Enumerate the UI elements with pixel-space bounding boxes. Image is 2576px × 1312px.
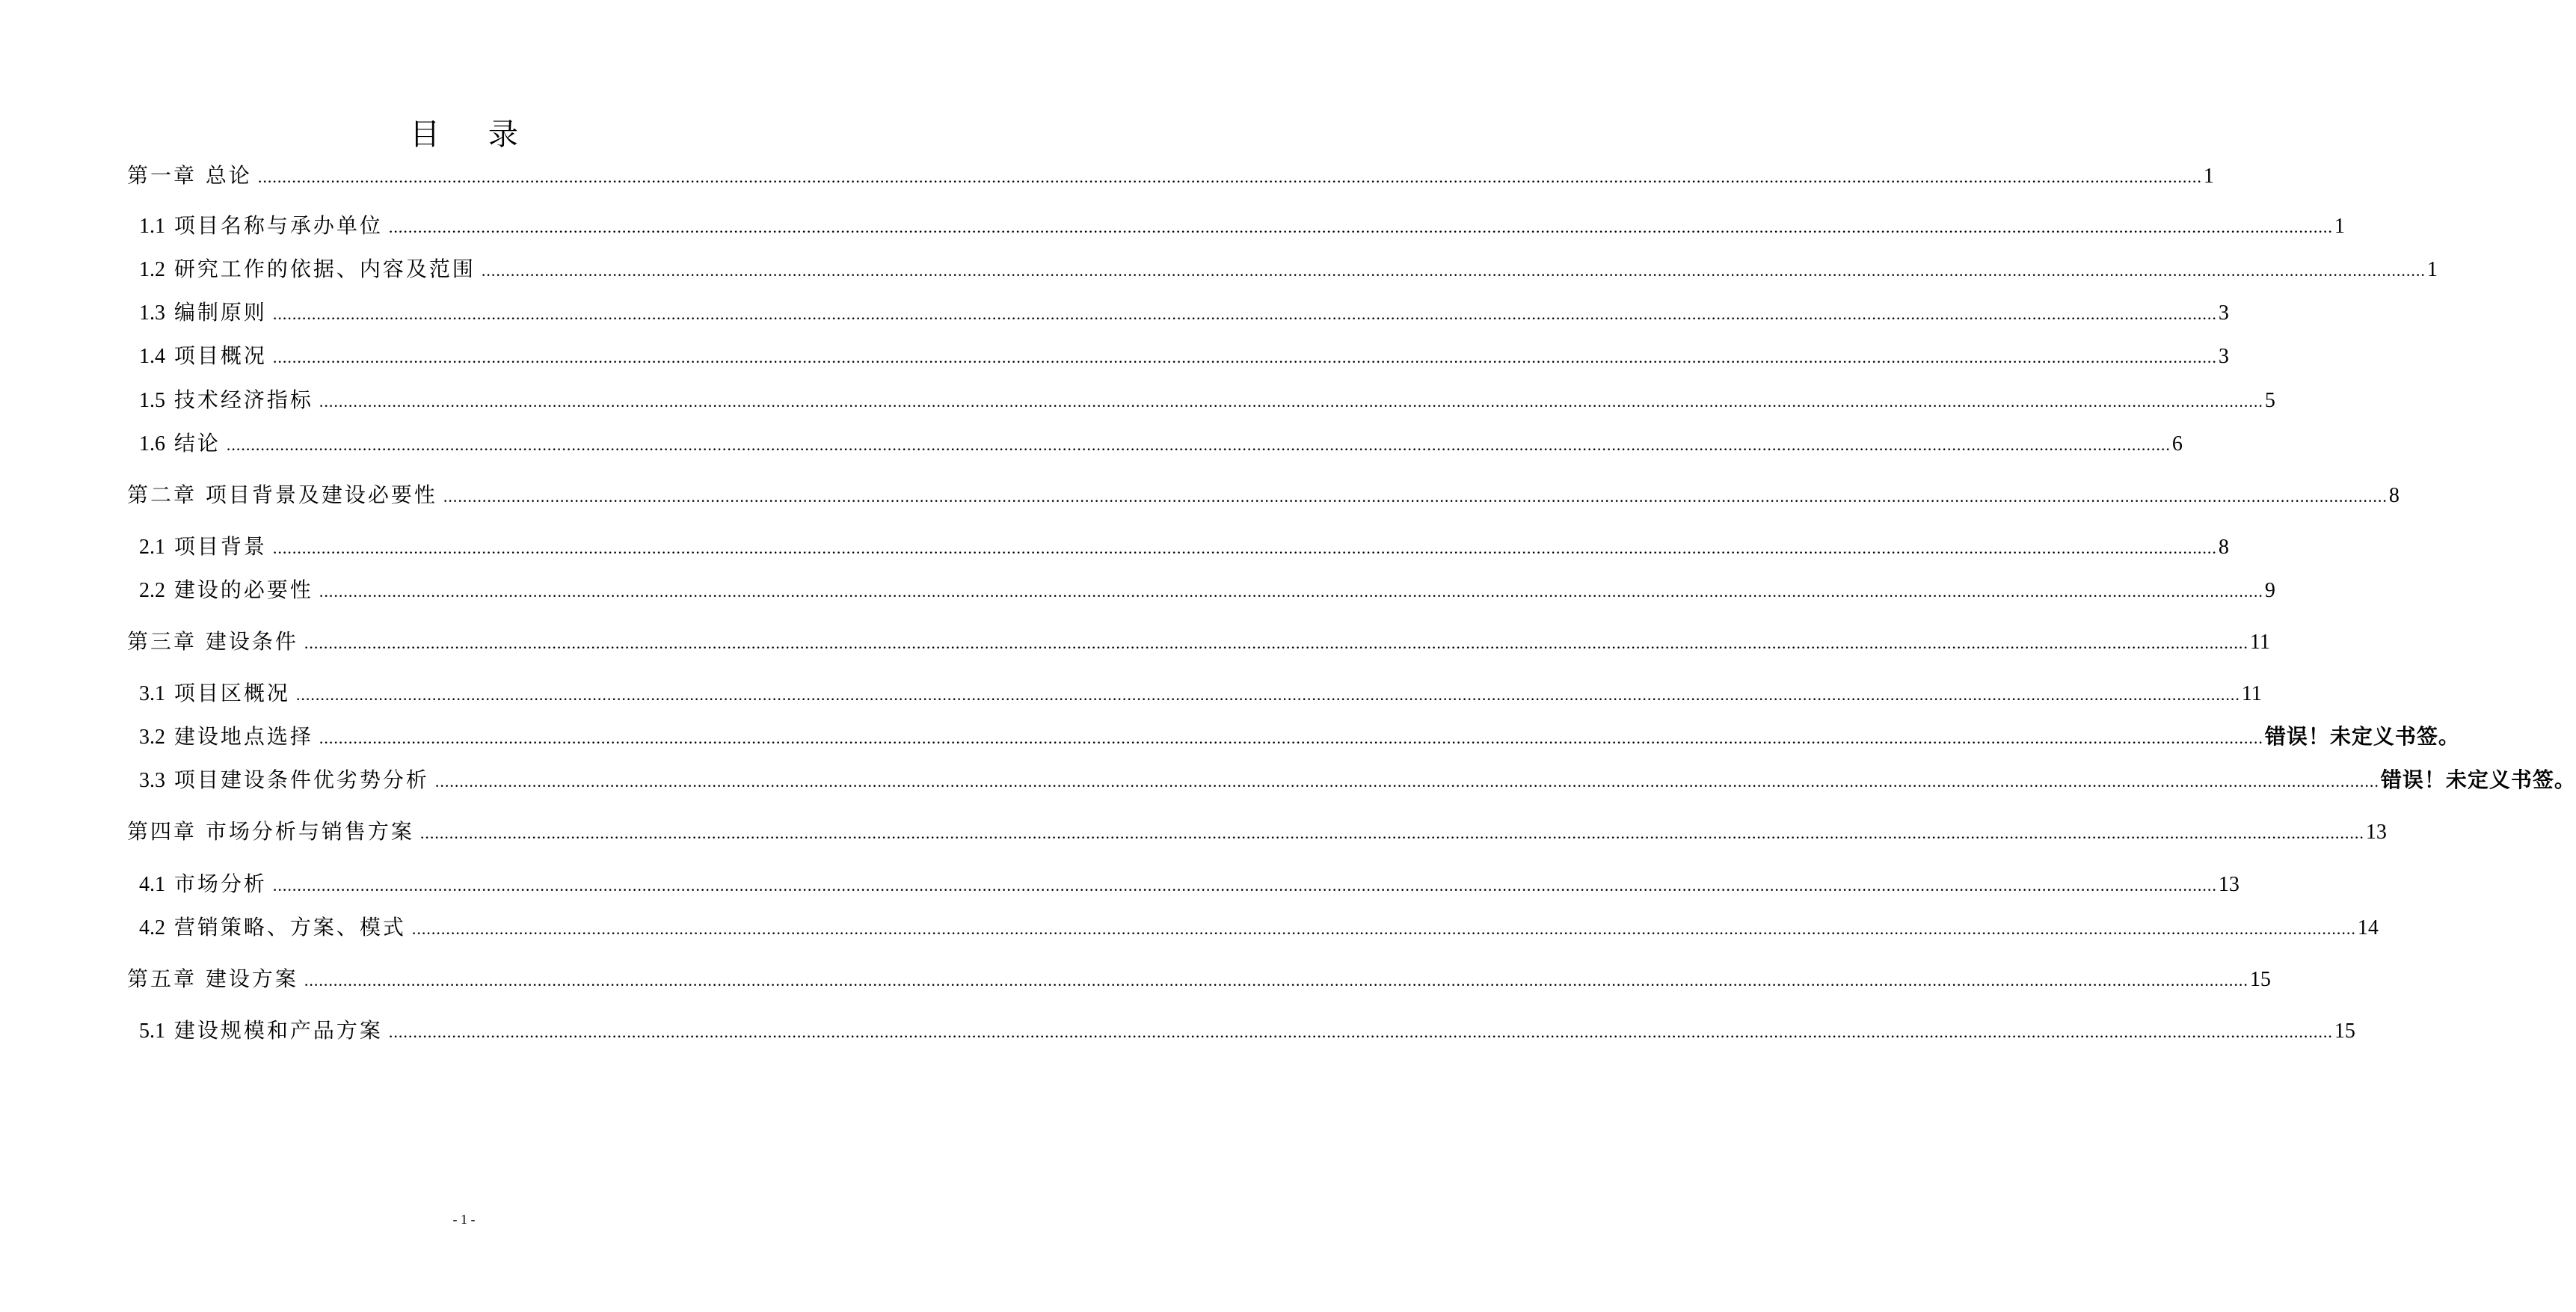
toc-entry-text: 研究工作的依据、内容及范围 xyxy=(173,257,476,281)
toc-entry-text: 建设的必要性 xyxy=(173,577,313,602)
toc-leader-dots: ................................................................................................................................................................................................................................................................................................................................................................................................................ xyxy=(295,685,2240,704)
toc-leader-dots: ................................................................................................................................................................................................................................................................................................................................................................................................................ xyxy=(272,348,2217,367)
toc-entry-label xyxy=(139,1014,383,1048)
toc-entry-number: 5.1 xyxy=(139,1020,165,1043)
toc-page-number: 13 xyxy=(2365,821,2387,844)
toc-chapter-entry[interactable] xyxy=(127,625,2270,658)
toc-entry-number: 3.1 xyxy=(139,682,165,705)
toc-entry-text: 第一章 总论 xyxy=(127,163,252,188)
toc-chapter-entry[interactable] xyxy=(127,159,2214,192)
toc-section-entry[interactable] xyxy=(139,868,2240,901)
toc-page-number: 3 xyxy=(2218,345,2229,368)
toc-entry-label xyxy=(139,677,290,711)
toc-entry-number: 1.6 xyxy=(139,432,165,456)
toc-page-number: 15 xyxy=(2334,1020,2355,1043)
toc-page-number: 11 xyxy=(2241,682,2262,705)
toc-section-entry[interactable] xyxy=(139,384,2275,417)
toc-entry-number: 4.1 xyxy=(139,873,165,896)
toc-entry-text: 技术经济指标 xyxy=(173,387,313,412)
toc-page-number: 1 xyxy=(2334,215,2345,238)
toc-page-number: 15 xyxy=(2249,968,2271,991)
toc-chapter-entry[interactable] xyxy=(127,815,2387,848)
toc-page-number: 1 xyxy=(2426,258,2438,281)
toc-section-entry[interactable] xyxy=(139,677,2262,710)
toc-entry-number: 3.2 xyxy=(139,726,165,749)
toc-entry-number: 1.2 xyxy=(139,258,165,281)
toc-entry-text: 营销策略、方案、模式 xyxy=(173,915,406,939)
toc-section-entry[interactable] xyxy=(139,340,2229,373)
toc-section-entry[interactable] xyxy=(139,574,2275,607)
toc-entry-label xyxy=(127,963,298,996)
toc-entry-text: 项目概况 xyxy=(173,343,267,368)
toc-entry-label xyxy=(139,296,267,330)
toc-page-number: 3 xyxy=(2218,301,2229,325)
toc-leader-dots: ................................................................................................................................................................................................................................................................................................................................................................................................................ xyxy=(304,634,2248,652)
toc-entry-text: 项目名称与承办单位 xyxy=(173,213,383,238)
toc-leader-dots: ................................................................................................................................................................................................................................................................................................................................................................................................................ xyxy=(257,168,2202,186)
toc-leader-dots: ................................................................................................................................................................................................................................................................................................................................................................................................................ xyxy=(419,824,2364,842)
toc-entry-number: 1.1 xyxy=(139,215,165,238)
toc-page-number: 5 xyxy=(2264,389,2275,412)
toc-leader-dots: ................................................................................................................................................................................................................................................................................................................................................................................................................ xyxy=(319,392,2263,411)
toc-leader-dots: ................................................................................................................................................................................................................................................................................................................................................................................................................ xyxy=(272,304,2217,323)
toc-entry-text: 项目区概况 xyxy=(173,681,290,705)
toc-leader-dots: ................................................................................................................................................................................................................................................................................................................................................................................................................ xyxy=(226,435,2171,454)
toc-entry-label xyxy=(139,253,476,286)
toc-section-entry[interactable] xyxy=(139,427,2183,460)
toc-chapter-entry[interactable] xyxy=(127,963,2271,996)
toc-entry-label xyxy=(139,720,313,754)
toc-entry-label xyxy=(139,764,429,797)
toc-leader-dots: ................................................................................................................................................................................................................................................................................................................................................................................................................ xyxy=(481,261,2426,280)
toc-entry-text: 编制原则 xyxy=(173,300,267,325)
toc-leader-dots: ................................................................................................................................................................................................................................................................................................................................................................................................................ xyxy=(411,919,2356,938)
toc-entry-label xyxy=(139,868,267,901)
toc-section-entry[interactable] xyxy=(139,253,2438,286)
toc-section-entry[interactable] xyxy=(139,209,2345,242)
toc-entry-text: 第二章 项目背景及建设必要性 xyxy=(127,482,437,507)
toc-entry-label xyxy=(139,911,406,945)
toc-entry-text: 第四章 市场分析与销售方案 xyxy=(127,819,414,844)
toc-entry-label xyxy=(127,625,298,658)
toc-page-number: 14 xyxy=(2357,916,2379,939)
toc-chapter-entry[interactable] xyxy=(127,479,2400,512)
toc-entry-number: 3.3 xyxy=(139,769,165,792)
toc-entry-number: 1.3 xyxy=(139,301,165,325)
toc-entry-text: 建设规模和产品方案 xyxy=(173,1018,383,1043)
toc-bookmark-error: 错误！未定义书签。 xyxy=(2380,767,2576,792)
toc-entry-number: 1.5 xyxy=(139,389,165,412)
toc-entry-label xyxy=(139,384,313,417)
toc-entry-label xyxy=(139,530,267,564)
toc-section-entry[interactable] xyxy=(139,296,2229,329)
toc-section-entry[interactable] xyxy=(139,1014,2355,1047)
toc-title: 目 录 xyxy=(410,117,538,152)
toc-section-entry[interactable] xyxy=(139,911,2379,944)
page-number: - 1 - xyxy=(452,1212,476,1227)
toc-entry-text: 市场分析 xyxy=(173,871,267,896)
toc-entry-label xyxy=(127,159,252,192)
toc-entry-text: 第五章 建设方案 xyxy=(127,966,298,991)
toc-page-number: 11 xyxy=(2249,631,2270,654)
toc-entry-number: 1.4 xyxy=(139,345,165,368)
toc-leader-dots: ................................................................................................................................................................................................................................................................................................................................................................................................................ xyxy=(388,218,2333,236)
toc-leader-dots: ................................................................................................................................................................................................................................................................................................................................................................................................................ xyxy=(388,1023,2333,1041)
toc-leader-dots: ................................................................................................................................................................................................................................................................................................................................................................................................................ xyxy=(272,539,2217,557)
toc-entry-text: 项目建设条件优劣势分析 xyxy=(173,767,429,792)
toc-section-entry[interactable] xyxy=(139,530,2229,563)
toc-section-entry[interactable] xyxy=(139,720,2460,753)
toc-leader-dots: ................................................................................................................................................................................................................................................................................................................................................................................................................ xyxy=(304,971,2248,990)
toc-entry-number: 4.2 xyxy=(139,916,165,939)
toc-entry-label xyxy=(139,427,221,461)
toc-entry-number: 2.1 xyxy=(139,536,165,559)
toc-page-number: 1 xyxy=(2203,165,2214,188)
toc-entry-text: 结论 xyxy=(173,431,221,456)
toc-page-number: 6 xyxy=(2171,432,2183,456)
toc-page-number: 9 xyxy=(2264,579,2275,602)
toc-entry-label xyxy=(127,815,414,848)
toc-leader-dots: ................................................................................................................................................................................................................................................................................................................................................................................................................ xyxy=(319,729,2263,747)
toc-entry-number: 2.2 xyxy=(139,579,165,602)
toc-section-entry[interactable] xyxy=(139,764,2576,797)
toc-entry-label xyxy=(139,209,383,243)
toc-leader-dots: ................................................................................................................................................................................................................................................................................................................................................................................................................ xyxy=(443,487,2388,506)
toc-page-number: 8 xyxy=(2388,484,2400,507)
toc-entry-text: 项目背景 xyxy=(173,534,267,559)
toc-page-number: 13 xyxy=(2218,873,2240,896)
toc-entry-label xyxy=(127,479,437,512)
toc-leader-dots: ................................................................................................................................................................................................................................................................................................................................................................................................................ xyxy=(272,876,2217,895)
toc-entry-text: 第三章 建设条件 xyxy=(127,629,298,654)
toc-page-number: 8 xyxy=(2218,536,2229,559)
toc-leader-dots: ................................................................................................................................................................................................................................................................................................................................................................................................................ xyxy=(319,582,2263,601)
toc-leader-dots: ................................................................................................................................................................................................................................................................................................................................................................................................................ xyxy=(434,772,2379,791)
toc-entry-label xyxy=(139,340,267,373)
toc-entry-text: 建设地点选择 xyxy=(173,724,313,749)
toc-entry-label xyxy=(139,574,313,607)
toc-bookmark-error: 错误！未定义书签。 xyxy=(2264,724,2460,749)
